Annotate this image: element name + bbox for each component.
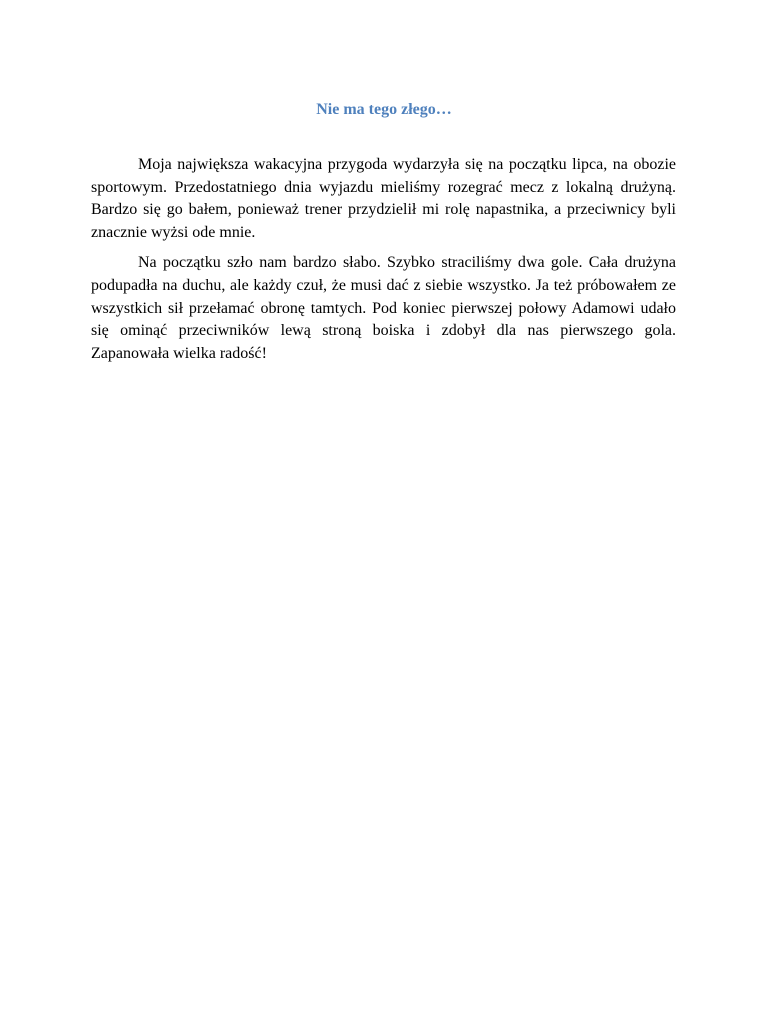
paragraph-1: Moja największa wakacyjna przygoda wydarzyła się na początku lipca, na obozie sportowym. Przedostatniego dnia wyjazdu mieliśmy rozegrać mecz z lokalną drużyną. Bardzo się go bałem, ponieważ trener przydzielił mi rolę napastnika, a przeciwnicy byli znacznie wyżsi ode mnie. — [91, 156, 676, 241]
paragraph-2: Na początku szło nam bardzo słabo. Szybko straciliśmy dwa gole. Cała drużyna podupadła na duchu, ale każdy czuł, że musi dać z siebie wszystko. Ja też próbowałem ze wszystkich sił przełamać obronę tamtych. Pod koniec pierwszej połowy Adamowi udało się ominąć przeciwników lewą stroną boiska i zdobył dla nas pierwszego gola. Zapanowała wielka radość! — [91, 254, 676, 362]
document-title: Nie ma tego złego… — [316, 101, 452, 118]
document-body — [91, 154, 676, 373]
